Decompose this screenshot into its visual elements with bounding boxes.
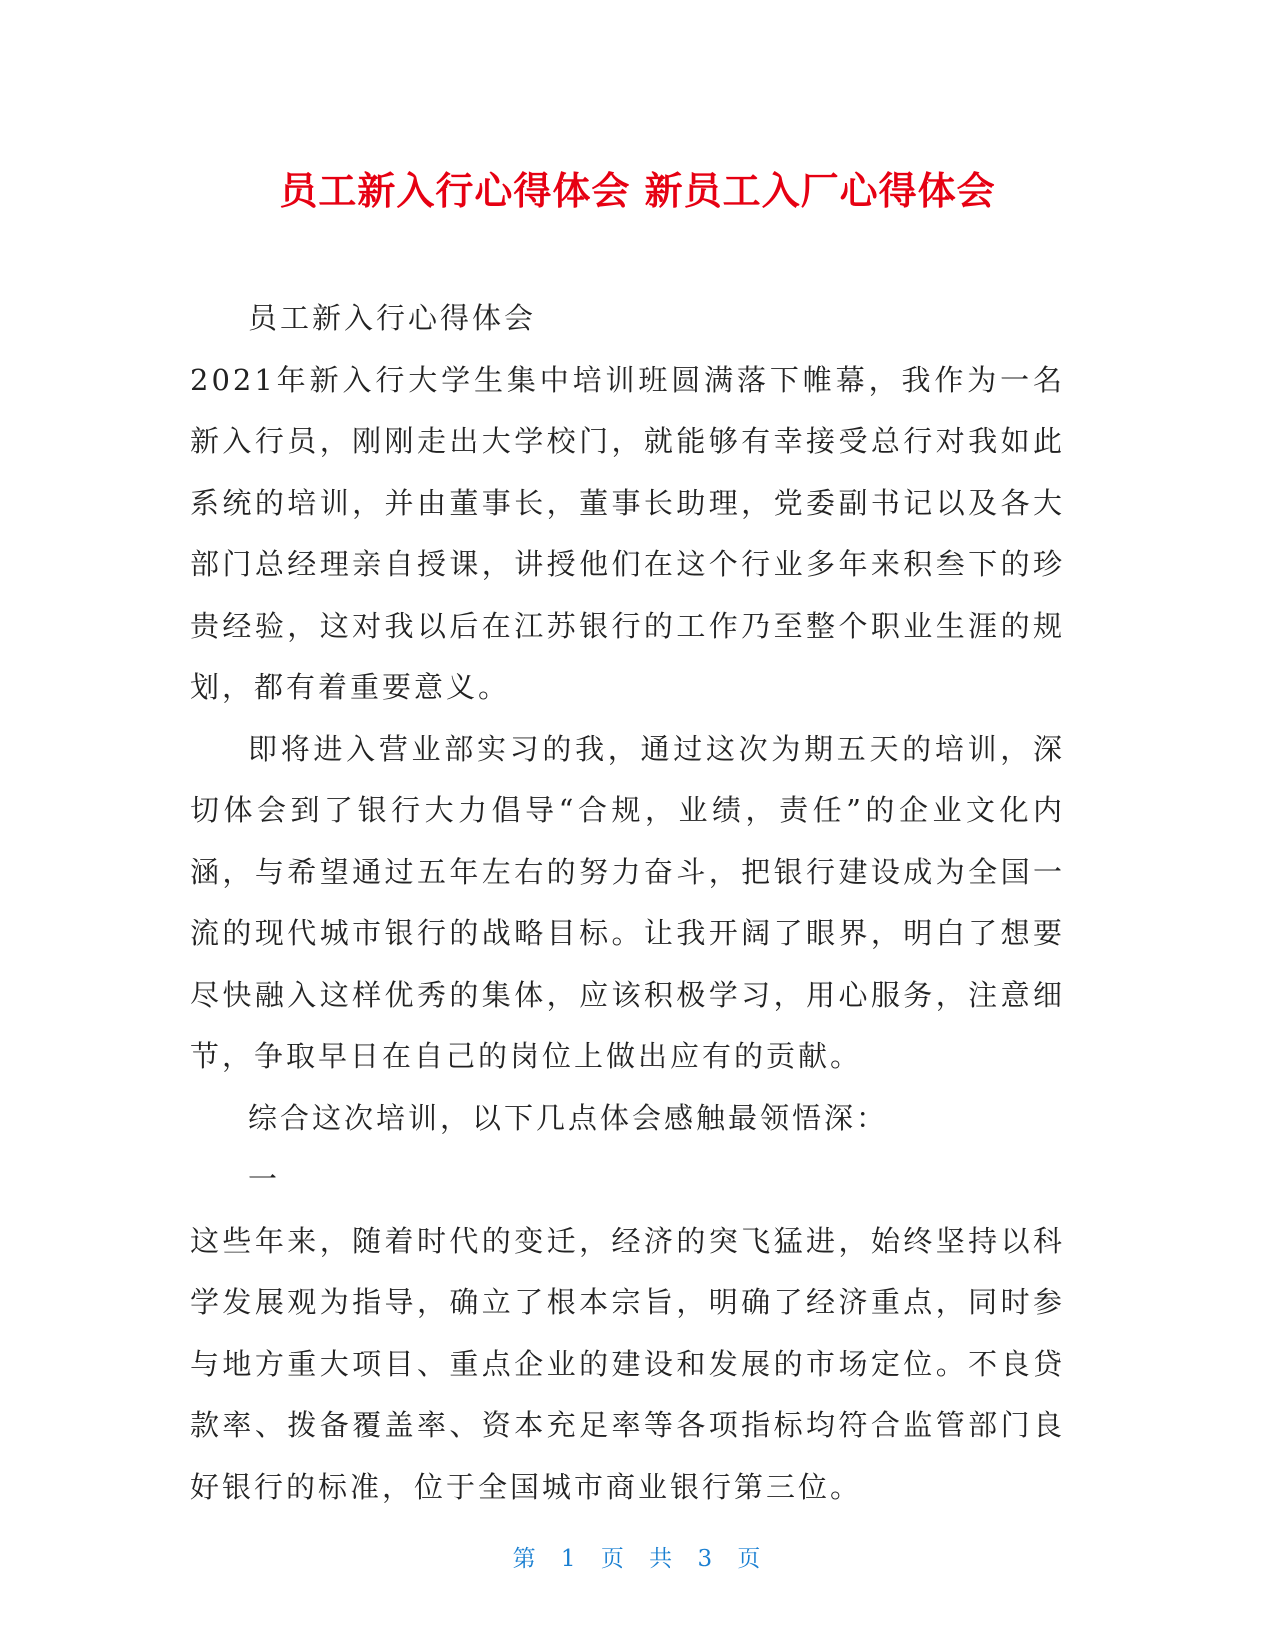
page-footer (0, 1540, 1275, 1573)
footer-suffix: 页 (737, 1546, 763, 1572)
paragraph-culture: 即将进入营业部实习的我，通过这次为期五天的培训，深切体会到了银行大力倡导“合规，业绩，责任”的企业文化内涵，与希望通过五年左右的努力奋斗，把银行建设成为全国一流的现代城市银行的战略目标。让我开阔了眼界，明白了想要尽快融入这样优秀的集体，应该积极学习，用心服务，注意细节，争取早日在自己的岗位上做出应有的贡献。 (190, 731, 1065, 1073)
document-title: 员工新入行心得体会 新员工入厂心得体会 (279, 169, 996, 213)
footer-prefix: 第 (512, 1546, 538, 1572)
paragraph-development: 这些年来，随着时代的变迁，经济的突飞猛进，始终坚持以科学发展观为指导，确立了根本宗旨，明确了经济重点，同时参与地方重大项目、重点企业的建设和发展的市场定位。不良贷款率、拨备覆盖率、资本充足率等各项指标均符合监管部门良好银行的标准，位于全国城市商业银行第三位。 (190, 1223, 1065, 1504)
footer-current-page: 1 (560, 1546, 578, 1572)
footer-page-label: 页 (600, 1546, 626, 1572)
footer-total-pages: 3 (697, 1546, 715, 1572)
paragraph-intro: 2021年新入行大学生集中培训班圆满落下帷幕，我作为一名新入行员，刚刚走出大学校门，就能够有幸接受总行对我如此系统的培训，并由董事长，董事长助理，党委副书记以及各大部门总经理亲自授课，讲授他们在这个行业多年来积叁下的珍贵经验，这对我以后在江苏银行的工作乃至整个职业生涯的规划，都有着重要意义。 (190, 362, 1065, 704)
section-number: 一 (248, 1162, 281, 1196)
subtitle-paragraph: 员工新入行心得体会 (248, 301, 537, 335)
document-body (190, 288, 1065, 1518)
footer-total-label: 共 (649, 1546, 675, 1572)
paragraph-summary: 综合这次培训，以下几点体会感触最领悟深： (248, 1100, 889, 1135)
